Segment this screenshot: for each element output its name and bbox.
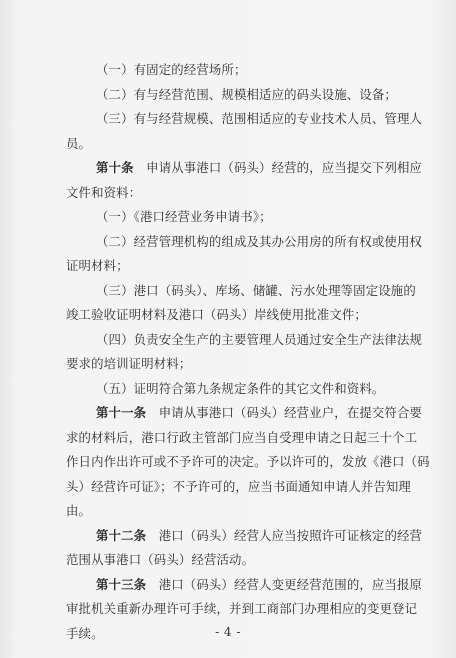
article-12-line-2: 范围从事港口（码头）经营活动。 — [66, 552, 255, 567]
article-10-item-4-line-2: 要求的培训证明材料； — [66, 356, 192, 371]
article-11-line-4: 头）经营许可证》；不予许可的，应当书面通知申请人并告知理 — [66, 478, 411, 494]
article-10-item-1: （一）《港口经营业务申请书》； — [96, 209, 272, 224]
article-10-item-3-line-2: 竣工验收证明材料及港口（码头）岸线使用批准文件； — [66, 307, 367, 322]
article-10-heading: 第十条 — [96, 160, 134, 175]
article-10-item-2-line-1: （二）经营管理机构的组成及其办公用房的所有权或使用权 — [96, 233, 423, 249]
article-13-line-2: 审批机关重新办理许可手续，并到工商部门办理相应的变更登记 — [66, 601, 418, 616]
article-11-line-5: 由。 — [66, 503, 92, 518]
article-12-line-1 — [66, 527, 423, 543]
clause-9-item-2: （二）有与经营范围、规模相适应的码头设施、设备； — [96, 86, 397, 102]
article-11-line-3: 作日内作出许可或不予许可的决定。予以许可的，发放《港口（码 — [66, 454, 430, 469]
article-10-item-3-line-1: （三）港口（码头）、库场、储罐、污水处理等固定设施的 — [96, 282, 416, 298]
article-12-heading: 第十二条 — [96, 527, 147, 543]
article-13-line-3: 手续。 — [66, 625, 104, 641]
article-11-line-1 — [66, 405, 423, 420]
article-11-line-2: 求的材料后，港口行政主管部门应当自受理申请之日起三十个工 — [66, 429, 418, 445]
clause-9-item-1: （一）有固定的经营场所； — [96, 62, 247, 77]
article-10-line-1 — [66, 160, 423, 175]
article-10-text: 申请从事港口（码头）经营的，应当提交下列相应 — [146, 160, 423, 175]
article-11-text: 申请从事港口（码头）经营业户，在提交符合要 — [158, 405, 423, 420]
article-12-text: 港口（码头）经营人应当按照许可证核定的经营 — [158, 527, 423, 543]
page-number: - 4 - — [215, 625, 241, 639]
article-10-item-2-line-2: 证明材料； — [66, 258, 129, 273]
article-11-heading: 第十一条 — [96, 405, 147, 420]
clause-9-item-3-line-2: 员。 — [66, 135, 92, 151]
article-13-heading: 第十三条 — [96, 576, 147, 592]
document-body — [66, 62, 430, 641]
article-10-line-2: 文件和资料： — [66, 184, 142, 200]
article-13-text: 港口（码头）经营人变更经营范围的，应当报原 — [158, 576, 423, 592]
article-13-line-1 — [66, 576, 423, 592]
clause-9-item-3-line-1: （三）有与经营规模、范围相适应的专业技术人员、管理人 — [96, 111, 423, 126]
article-10-item-5: （五）证明符合第九条规定条件的其它文件和资料。 — [96, 380, 385, 396]
article-10-item-4-line-1: （四）负责安全生产的主要管理人员通过安全生产法律法规 — [96, 331, 423, 347]
